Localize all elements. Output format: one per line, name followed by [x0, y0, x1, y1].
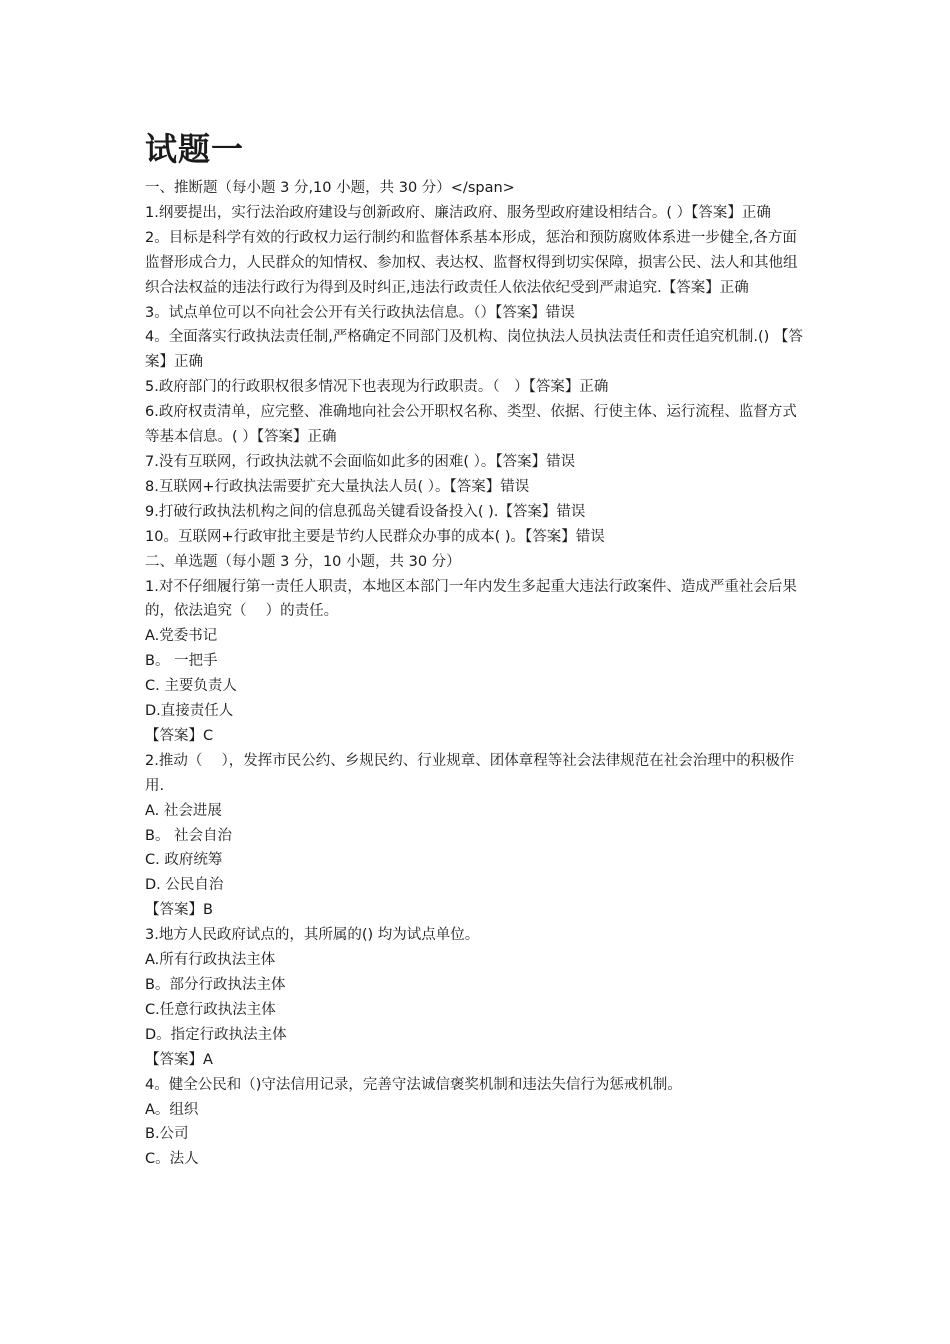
section-heading: 二、单选题（每小题 3 分，10 小题，共 30 分） — [145, 553, 461, 570]
document-title: 试题一 — [145, 130, 245, 168]
question-line: 6.政府权责清单，应完整、准确地向社会公开职权名称、类型、依据、行使主体、运行流程、监督方式等基本信息。( ）【答案】正确 — [145, 404, 797, 446]
option-line: C. 政府统筹 — [145, 852, 223, 869]
question-line: 2.推动（ ），发挥市民公约、乡规民约、行业规章、团体章程等社会法律规范在社会治理中的积极作用. — [145, 752, 795, 794]
question-line: 4。全面落实行政执法责任制,严格确定不同部门及机构、岗位执法人员执法责任和责任追究机制.() 【答案】正确 — [145, 329, 803, 371]
option-line: B。部分行政执法主体 — [145, 977, 286, 993]
option-line: B.公司 — [145, 1126, 189, 1143]
option-line: A. 社会进展 — [145, 802, 222, 819]
option-line: C. 主要负责人 — [145, 678, 237, 695]
option-line: D. 公民自治 — [145, 877, 224, 894]
question-line: 3.地方人民政府试点的，其所属的() 均为试点单位。 — [145, 927, 480, 944]
question-line: 8.互联网+行政执法需要扩充大量执法人员( ）。【答案】错误 — [145, 478, 530, 495]
question-line: 2。目标是科学有效的行政权力运行制约和监督体系基本形成，惩治和预防腐败体系进一步健全,各方面监督形成合力，人民群众的知情权、参加权、表达权、监督权得到切实保障，损害公民、法人和其他组织合法权益的违法行政行为得到及时纠正,违法行政责任人依法依纪受到严肃追究.【答案】正确 — [145, 229, 798, 296]
answer-line: 【答案】B — [145, 902, 213, 919]
option-line: A。组织 — [145, 1101, 199, 1118]
question-line: 7.没有互联网，行政执法就不会面临如此多的困难( ）。【答案】错误 — [145, 453, 576, 470]
document-body — [145, 176, 810, 1172]
section-heading: 一、推断题（每小题 3 分,10 小题，共 30 分）</span> — [145, 180, 515, 196]
question-line: 1.对不仔细履行第一责任人职责，本地区本部门一年内发生多起重大违法行政案件、造成严重社会后果的，依法追究（ ）的责任。 — [145, 578, 797, 620]
document-page — [145, 126, 810, 1172]
option-line: D。指定行政执法主体 — [145, 1026, 287, 1043]
question-line: 1.纲要提出，实行法治政府建设与创新政府、廉洁政府、服务型政府建设相结合。( ）【答案】正确 — [145, 204, 771, 221]
answer-line: 【答案】A — [145, 1051, 213, 1068]
option-line: B。 一把手 — [145, 653, 218, 670]
answer-line: 【答案】C — [145, 727, 214, 744]
option-line: C。法人 — [145, 1151, 199, 1168]
option-line: C.任意行政执法主体 — [145, 1001, 276, 1018]
option-line: A.党委书记 — [145, 628, 218, 645]
question-line: 5.政府部门的行政职权很多情况下也表现为行政职责。（ ）【答案】正确 — [145, 379, 609, 396]
question-line: 4。健全公民和（)守法信用记录，完善守法诚信褒奖机制和违法失信行为惩戒机制。 — [145, 1076, 682, 1093]
question-line: 9.打破行政执法机构之间的信息孤岛关键看设备投入( ).【答案】错误 — [145, 503, 586, 520]
option-line: A.所有行政执法主体 — [145, 952, 276, 969]
option-line: D.直接责任人 — [145, 703, 234, 720]
question-line: 3。试点单位可以不向社会公开有关行政执法信息。（）【答案】错误 — [145, 304, 575, 321]
question-line: 10。互联网+行政审批主要是节约人民群众办事的成本( )。【答案】错误 — [145, 528, 605, 545]
option-line: B。 社会自治 — [145, 827, 233, 844]
